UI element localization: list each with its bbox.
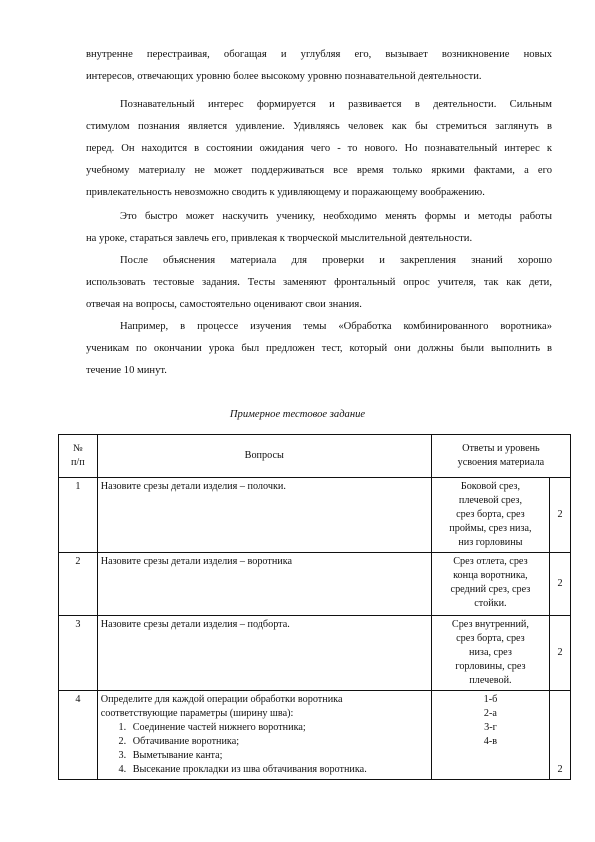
list-item: 2. Обтачивание воротника; xyxy=(129,735,428,749)
answer-line: срез борта, срез xyxy=(456,633,525,644)
question-line: Определите для каждой операции обработки воротника xyxy=(100,694,343,705)
answer-line: срез борта, срез xyxy=(456,509,525,520)
row-score: 2 xyxy=(550,478,571,553)
paragraph-line: использовать тестовые задания. Тесты заменяют фронтальный опрос учителя, так как дети, xyxy=(86,277,552,288)
header-number-symbol: № xyxy=(72,443,83,454)
paragraph-line: После объяснения материала для проверки и закрепления знаний хорошо xyxy=(120,255,552,266)
paragraph-line: Например, в процессе изучения темы «Обработка комбинированного воротника» xyxy=(120,321,552,332)
answer-line: проймы, срез низа, xyxy=(449,523,532,534)
row-number: 3 xyxy=(59,616,98,691)
table-row xyxy=(59,553,571,616)
header-questions-cell xyxy=(97,435,431,478)
answer-line: Срез отлета, срез xyxy=(453,556,528,567)
answer-line: 3-г xyxy=(484,722,497,733)
answer-line: Боковой срез, xyxy=(460,481,520,492)
row-question: Назовите срезы детали изделия – полочки. xyxy=(97,478,431,553)
paragraph-line: стимулом познания является удивление. Удивляясь человек как бы стремиться заглянуть в xyxy=(86,121,552,132)
row-question xyxy=(97,691,431,780)
question-line: соответствующие параметры (ширину шва): xyxy=(100,708,294,719)
test-table xyxy=(58,434,571,780)
paragraph-1 xyxy=(86,44,552,88)
paragraph-line: учебному материалу не может поддерживаться все время только яркими фактами, а его xyxy=(86,165,552,176)
paragraph-4 xyxy=(86,250,552,316)
answer-line: горловины, срез xyxy=(455,661,526,672)
header-number-abbr: п/п xyxy=(70,457,85,468)
answer-line: 4-в xyxy=(483,736,498,747)
paragraph-line: на уроке, стараться завлечь его, привлекая к творческой мыслительной деятельности. xyxy=(86,233,473,244)
answer-line: конца воротника, xyxy=(453,570,528,581)
paragraph-line: внутренне перестраивая, обогащая и углубляя его, вызывает возникновение новых xyxy=(86,49,552,60)
row-answer xyxy=(431,616,549,691)
list-item: 4. Высекание прокладки из шва обтачивания воротника. xyxy=(129,763,428,777)
row-score: 2 xyxy=(550,616,571,691)
table-row xyxy=(59,691,571,780)
paragraph-2 xyxy=(86,94,552,204)
list-item: 1. Соединение частей нижнего воротника; xyxy=(129,721,428,735)
row-answer xyxy=(431,553,549,616)
answer-line: Срез внутренний, xyxy=(451,619,529,630)
paragraph-line: перед. Он находится в состоянии ожидания чего - то нового. Но познавательный интерес к xyxy=(86,143,552,154)
paragraph-line: Это быстро может наскучить ученику, необходимо менять формы и методы работы xyxy=(120,211,552,222)
row-question: Назовите срезы детали изделия – подборта. xyxy=(97,616,431,691)
paragraph-line: привлекательность невозможно сводить к удивляющему и поражающему воображению. xyxy=(86,187,485,198)
table-caption: Примерное тестовое задание xyxy=(229,409,366,420)
answer-line: средний срез, срез xyxy=(450,584,531,595)
answer-line: низа, срез xyxy=(469,647,512,658)
paragraph-line: интересов, отвечающих уровню более высокому уровню познавательной деятельности. xyxy=(86,71,482,82)
paragraph-3 xyxy=(86,206,552,250)
header-answers-cell xyxy=(431,435,570,478)
paragraph-5 xyxy=(86,316,552,382)
row-number: 4 xyxy=(59,691,98,780)
row-score: 2 xyxy=(550,553,571,616)
answer-line: стойки. xyxy=(474,598,507,609)
paragraph-line: Познавательный интерес формируется и развивается в деятельности. Сильным xyxy=(120,99,552,110)
row-answer xyxy=(431,478,549,553)
table-row xyxy=(59,616,571,691)
answer-line: низ горловины xyxy=(458,537,523,548)
answer-line: 2-а xyxy=(483,708,497,719)
row-question: Назовите срезы детали изделия – воротника xyxy=(97,553,431,616)
operations-list xyxy=(101,721,428,777)
row-answer xyxy=(431,691,549,780)
list-item: 3. Выметывание канта; xyxy=(129,749,428,763)
paragraph-line: отвечая на вопросы, самостоятельно оценивают свои знания. xyxy=(86,299,362,310)
header-answers-line: усвоения материала xyxy=(457,457,545,468)
row-number: 2 xyxy=(59,553,98,616)
header-number-cell xyxy=(59,435,98,478)
answer-line: плечевой. xyxy=(469,675,512,686)
row-score: 2 xyxy=(550,691,571,780)
answer-line: плечевой срез, xyxy=(458,495,522,506)
table-header-row xyxy=(59,435,571,478)
header-questions-label: Вопросы xyxy=(244,450,284,461)
table-row xyxy=(59,478,571,553)
answer-line: 1-б xyxy=(483,694,498,705)
paragraph-line: течение 10 минут. xyxy=(86,365,167,376)
row-number: 1 xyxy=(59,478,98,553)
paragraph-line: ученикам по окончании урока был предложен тест, который они должны были выполнить в xyxy=(86,343,552,354)
header-answers-line: Ответы и уровень xyxy=(462,443,540,454)
